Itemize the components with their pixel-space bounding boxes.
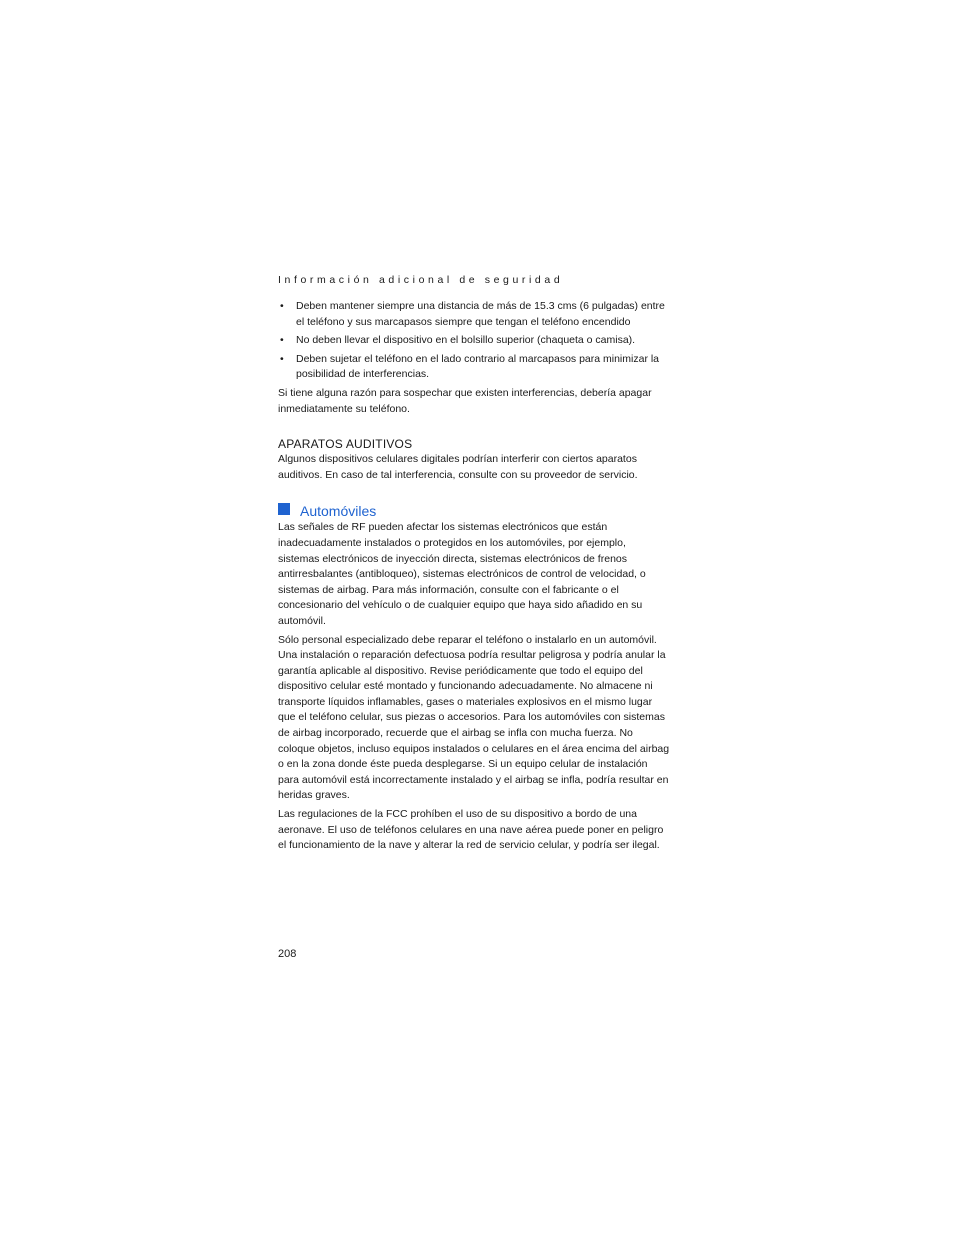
vehicles-paragraph-2: Sólo personal especializado debe reparar el teléfono o instalarlo en un automóvil. Una instalación o reparación defectuosa podría resultar peligrosa y podría anular la garantía aplicable al dispositivo. Revise periódicamente que todo el equipo del dispositivo celular esté montado y funcionando adecuadamente. No almacene ni transporte líquidos inflamables, gases o materiales explosivos en el mismo lugar que el teléfono celular, sus piezas o accesorios. Para los automóviles con sistemas de airbag incorporado, recuerde que el airbag se infla con mucha fuerza. No coloque objetos, incluso equipos instalados o celulares en el área encima del airbag o en la zona donde éste pueda desplegarse. Si un equipo celular de instalación para automóvil está incorrectamente instalado y el airbag se infla, podría resultar en heridas graves.: [278, 633, 670, 802]
hearing-aids-heading: APARATOS AUDITIVOS: [278, 437, 413, 452]
bullet-icon: •: [280, 300, 284, 312]
list-item: [278, 352, 670, 383]
bullet-text: No deben llevar el dispositivo en el bolsillo superior (chaqueta o camisa).: [296, 334, 636, 347]
vehicles-paragraph-1: Las señales de RF pueden afectar los sistemas electrónicos que están inadecuadamente instalados o protegidos en los automóviles, por ejemplo, sistemas electrónicos de inyección directa, sistemas electrónicos de frenos antirresbalantes (antibloqueo), sistemas electrónicos de control de velocidad, o sistemas de airbag. Para más información, consulte con el fabricante o el concesionario del vehículo o de cualquier equipo que haya sido añadido en su automóvil.: [278, 521, 646, 627]
hearing-aids-paragraph: Algunos dispositivos celulares digitales podrían interferir con ciertos aparatos auditivos. En caso de tal interferencia, consulte con su proveedor de servicio.: [278, 453, 638, 481]
running-header: Información adicional de seguridad: [278, 274, 564, 286]
pacemaker-note: Si tiene alguna razón para sospechar que existen interferencias, debería apagar inmediatamente su teléfono.: [278, 386, 652, 415]
square-marker-icon: [278, 503, 290, 515]
vehicles-heading-text: Automóviles: [300, 503, 377, 520]
vehicles-paragraph-3: Las regulaciones de la FCC prohíben el uso de su dispositivo a bordo de una aeronave. El uso de teléfonos celulares en una nave aérea puede poner en peligro el funcionamiento de la nave y alterar la red de servicio celular, y podría ser ilegal.: [278, 808, 664, 852]
page-content: [278, 299, 670, 857]
bullet-icon: •: [280, 334, 284, 347]
bullet-text: Deben mantener siempre una distancia de más de 15.3 cms (6 pulgadas) entre el teléfono y sus marcapasos siempre que tengan el teléfono encendido: [296, 300, 665, 328]
list-item: [278, 333, 670, 349]
list-item: [278, 299, 670, 330]
bullet-icon: •: [280, 352, 284, 365]
page-number: 208: [278, 948, 297, 960]
pacemaker-bullet-list: [278, 299, 670, 383]
vehicles-section-heading: [278, 502, 670, 520]
bullet-text: Deben sujetar el teléfono en el lado contrario al marcapasos para minimizar la posibilidad de interferencias.: [296, 352, 660, 381]
